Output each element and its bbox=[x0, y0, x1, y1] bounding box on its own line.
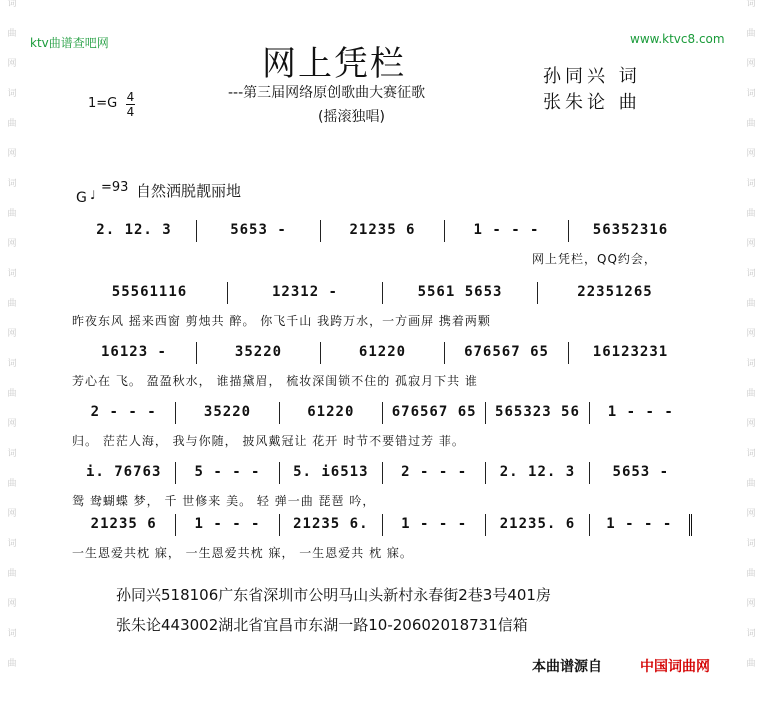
measure-notes: 55561116 bbox=[111, 284, 188, 300]
measure bbox=[320, 342, 444, 364]
measure-notes: 5 - - - bbox=[194, 464, 261, 480]
side-watermark-glyph: 网 bbox=[7, 149, 17, 159]
side-watermark-glyph: 网 bbox=[7, 599, 17, 609]
side-watermark-right bbox=[741, 0, 761, 704]
side-watermark-glyph: 网 bbox=[7, 59, 17, 69]
measure-notes: 5653 - bbox=[612, 464, 670, 480]
side-watermark-glyph: 曲 bbox=[746, 479, 756, 489]
measure-notes: 61220 bbox=[307, 404, 355, 420]
side-watermark-glyph: 网 bbox=[746, 509, 756, 519]
side-watermark-glyph: 曲 bbox=[7, 389, 17, 399]
side-watermark-glyph: 曲 bbox=[746, 569, 756, 579]
lyric-line: 芳心在 飞。 盈盈秋水， 谁描黛眉， 梳妆深闺锁不住的 孤寂月下共 谁 bbox=[72, 374, 478, 388]
measure-notes: 2 - - - bbox=[401, 464, 468, 480]
side-watermark-glyph: 曲 bbox=[7, 569, 17, 579]
measure bbox=[196, 220, 320, 242]
side-watermark-glyph: 曲 bbox=[7, 659, 17, 669]
side-watermark-glyph: 曲 bbox=[7, 479, 17, 489]
side-watermark-glyph: 词 bbox=[746, 179, 756, 189]
measure-notes: 22351265 bbox=[577, 284, 653, 300]
measure-notes: 1 - - - bbox=[473, 222, 540, 238]
side-watermark-glyph: 曲 bbox=[746, 119, 756, 129]
measure bbox=[175, 462, 278, 484]
side-watermark-glyph: 曲 bbox=[7, 299, 17, 309]
measure bbox=[72, 462, 175, 484]
side-watermark-glyph: 曲 bbox=[746, 29, 756, 39]
side-watermark-glyph: 词 bbox=[746, 629, 756, 639]
quarter-note-icon: ♩ bbox=[90, 188, 96, 202]
source-label: 本曲谱源自 bbox=[532, 659, 602, 675]
measure-notes: 21235 6 bbox=[90, 516, 157, 532]
side-watermark-glyph: 词 bbox=[746, 0, 756, 9]
side-watermark-glyph: 词 bbox=[7, 269, 17, 279]
measure bbox=[589, 462, 692, 484]
side-watermark-glyph: 曲 bbox=[7, 209, 17, 219]
score-row bbox=[72, 402, 692, 424]
side-watermark-glyph: 词 bbox=[746, 89, 756, 99]
tempo-value: =93 bbox=[101, 180, 129, 195]
side-watermark-glyph: 词 bbox=[7, 0, 17, 9]
source-site: 中国词曲网 bbox=[640, 659, 710, 675]
side-watermark-glyph: 网 bbox=[7, 419, 17, 429]
time-signature bbox=[126, 91, 135, 118]
measure bbox=[485, 514, 588, 536]
measure bbox=[485, 462, 588, 484]
lyric-line: 昨夜东风 摇来西窗 剪烛共 醉。 你飞千山 我跨万水，一方画屏 携着两颗 bbox=[72, 314, 491, 328]
score-row bbox=[72, 514, 692, 536]
side-watermark-glyph: 词 bbox=[746, 269, 756, 279]
expression-mark: 自然洒脱靓丽地 bbox=[136, 182, 242, 200]
measure bbox=[72, 402, 175, 424]
lyric-line: 鸳 鸯蝴蝶 梦， 千 世修来 美。 轻 弹一曲 琵琶 吟， bbox=[72, 494, 376, 508]
measure-notes: 61220 bbox=[358, 344, 407, 360]
measure-notes: 5653 - bbox=[230, 222, 287, 238]
song-title: 网上凭栏 bbox=[262, 44, 406, 84]
measure bbox=[589, 402, 692, 424]
measure bbox=[382, 462, 485, 484]
side-watermark-glyph: 词 bbox=[746, 539, 756, 549]
measure-notes: 16123 - bbox=[100, 344, 167, 360]
measure-notes: 676567 65 bbox=[391, 404, 477, 420]
measure-notes: 676567 65 bbox=[464, 344, 549, 360]
measure bbox=[568, 342, 692, 364]
side-watermark-glyph: 曲 bbox=[746, 659, 756, 669]
measure-notes: 565323 56 bbox=[495, 404, 580, 420]
score-row bbox=[72, 282, 692, 304]
side-watermark-glyph: 网 bbox=[746, 149, 756, 159]
measure bbox=[382, 514, 485, 536]
side-watermark-glyph: 曲 bbox=[7, 119, 17, 129]
side-watermark-left bbox=[2, 0, 22, 704]
measure bbox=[72, 514, 175, 536]
measure bbox=[568, 220, 692, 242]
side-watermark-glyph: 网 bbox=[746, 239, 756, 249]
side-watermark-glyph: 曲 bbox=[746, 389, 756, 399]
measure bbox=[227, 282, 382, 304]
side-watermark-glyph: 网 bbox=[7, 239, 17, 249]
lyric-line: 网上凭栏，QQ约会， bbox=[532, 252, 657, 266]
measure bbox=[175, 402, 278, 424]
side-watermark-glyph: 网 bbox=[746, 599, 756, 609]
measure-notes: 56352316 bbox=[592, 222, 669, 238]
watermark-site-right: www.ktvc8.com bbox=[630, 32, 725, 46]
side-watermark-glyph: 网 bbox=[746, 59, 756, 69]
score-row bbox=[72, 220, 692, 242]
measure bbox=[485, 402, 588, 424]
time-signature-top: 4 bbox=[126, 90, 135, 104]
side-watermark-glyph: 网 bbox=[7, 329, 17, 339]
measure bbox=[444, 220, 568, 242]
side-watermark-glyph: 词 bbox=[7, 359, 17, 369]
measure bbox=[320, 220, 444, 242]
side-watermark-glyph: 曲 bbox=[7, 29, 17, 39]
tempo-prefix: G bbox=[76, 190, 87, 206]
side-watermark-glyph: 曲 bbox=[746, 299, 756, 309]
measure-notes: 2 - - - bbox=[90, 404, 157, 420]
measure-notes: 16123231 bbox=[592, 344, 669, 360]
measure-notes: 21235 6 bbox=[349, 222, 416, 238]
measure bbox=[537, 282, 692, 304]
address-composer: 张朱论443002湖北省宜昌市东湖一路10-20602018731信箱 bbox=[116, 616, 528, 634]
measure bbox=[589, 514, 692, 536]
composer-credit: 张朱论 曲 bbox=[543, 92, 641, 113]
measure-notes: 21235. 6 bbox=[499, 516, 576, 532]
measure-notes: 2. 12. 3 bbox=[96, 222, 172, 238]
side-watermark-glyph: 词 bbox=[7, 89, 17, 99]
measure bbox=[382, 402, 485, 424]
measure bbox=[279, 402, 382, 424]
measure-notes: 35220 bbox=[203, 404, 252, 420]
measure-notes: 35220 bbox=[234, 344, 283, 360]
measure-notes: 1 - - - bbox=[401, 516, 468, 532]
measure-notes: 5561 5653 bbox=[417, 284, 503, 300]
song-subtitle: ---第三届网络原创歌曲大赛征歌 bbox=[228, 85, 426, 101]
side-watermark-glyph: 词 bbox=[7, 539, 17, 549]
measure-notes: 1 - - - bbox=[606, 516, 673, 532]
measure-notes: 21235 6. bbox=[293, 516, 369, 532]
side-watermark-glyph: 网 bbox=[746, 419, 756, 429]
measure bbox=[72, 342, 196, 364]
address-lyricist: 孙同兴518106广东省深圳市公明马山头新村永春街2巷3号401房 bbox=[116, 586, 551, 604]
watermark-site-left: ktv曲谱查吧网 bbox=[30, 36, 109, 50]
measure bbox=[279, 514, 382, 536]
side-watermark-glyph: 词 bbox=[7, 629, 17, 639]
measure bbox=[196, 342, 320, 364]
score-row bbox=[72, 462, 692, 484]
lyric-line: 归。 茫茫人海， 我与你随， 披风戴冠让 花开 时节不要错过芳 菲。 bbox=[72, 434, 465, 448]
side-watermark-glyph: 词 bbox=[746, 449, 756, 459]
measure-notes: 2. 12. 3 bbox=[499, 464, 576, 480]
score-row bbox=[72, 342, 692, 364]
measure bbox=[175, 514, 278, 536]
measure-notes: 1 - - - bbox=[194, 516, 261, 532]
measure-notes: i. 76763 bbox=[85, 464, 162, 480]
song-style: (摇滚独唱) bbox=[318, 109, 385, 125]
measure bbox=[72, 220, 196, 242]
measure-notes: 1 - - - bbox=[607, 404, 674, 420]
measure bbox=[72, 282, 227, 304]
key-signature: 1=G bbox=[88, 96, 118, 111]
measure bbox=[444, 342, 568, 364]
side-watermark-glyph: 词 bbox=[7, 449, 17, 459]
lyricist-credit: 孙同兴 词 bbox=[543, 66, 641, 87]
side-watermark-glyph: 曲 bbox=[746, 209, 756, 219]
measure bbox=[279, 462, 382, 484]
side-watermark-glyph: 词 bbox=[7, 179, 17, 189]
side-watermark-glyph: 词 bbox=[746, 359, 756, 369]
lyric-line: 一生恩爱共枕 寐， 一生恩爱共枕 寐， 一生恩爱共 枕 寐。 bbox=[72, 546, 413, 560]
measure bbox=[382, 282, 537, 304]
side-watermark-glyph: 网 bbox=[746, 329, 756, 339]
side-watermark-glyph: 网 bbox=[7, 509, 17, 519]
measure-notes: 12312 - bbox=[271, 284, 338, 300]
time-signature-bottom: 4 bbox=[126, 105, 135, 119]
measure-notes: 5. i6513 bbox=[293, 464, 369, 480]
